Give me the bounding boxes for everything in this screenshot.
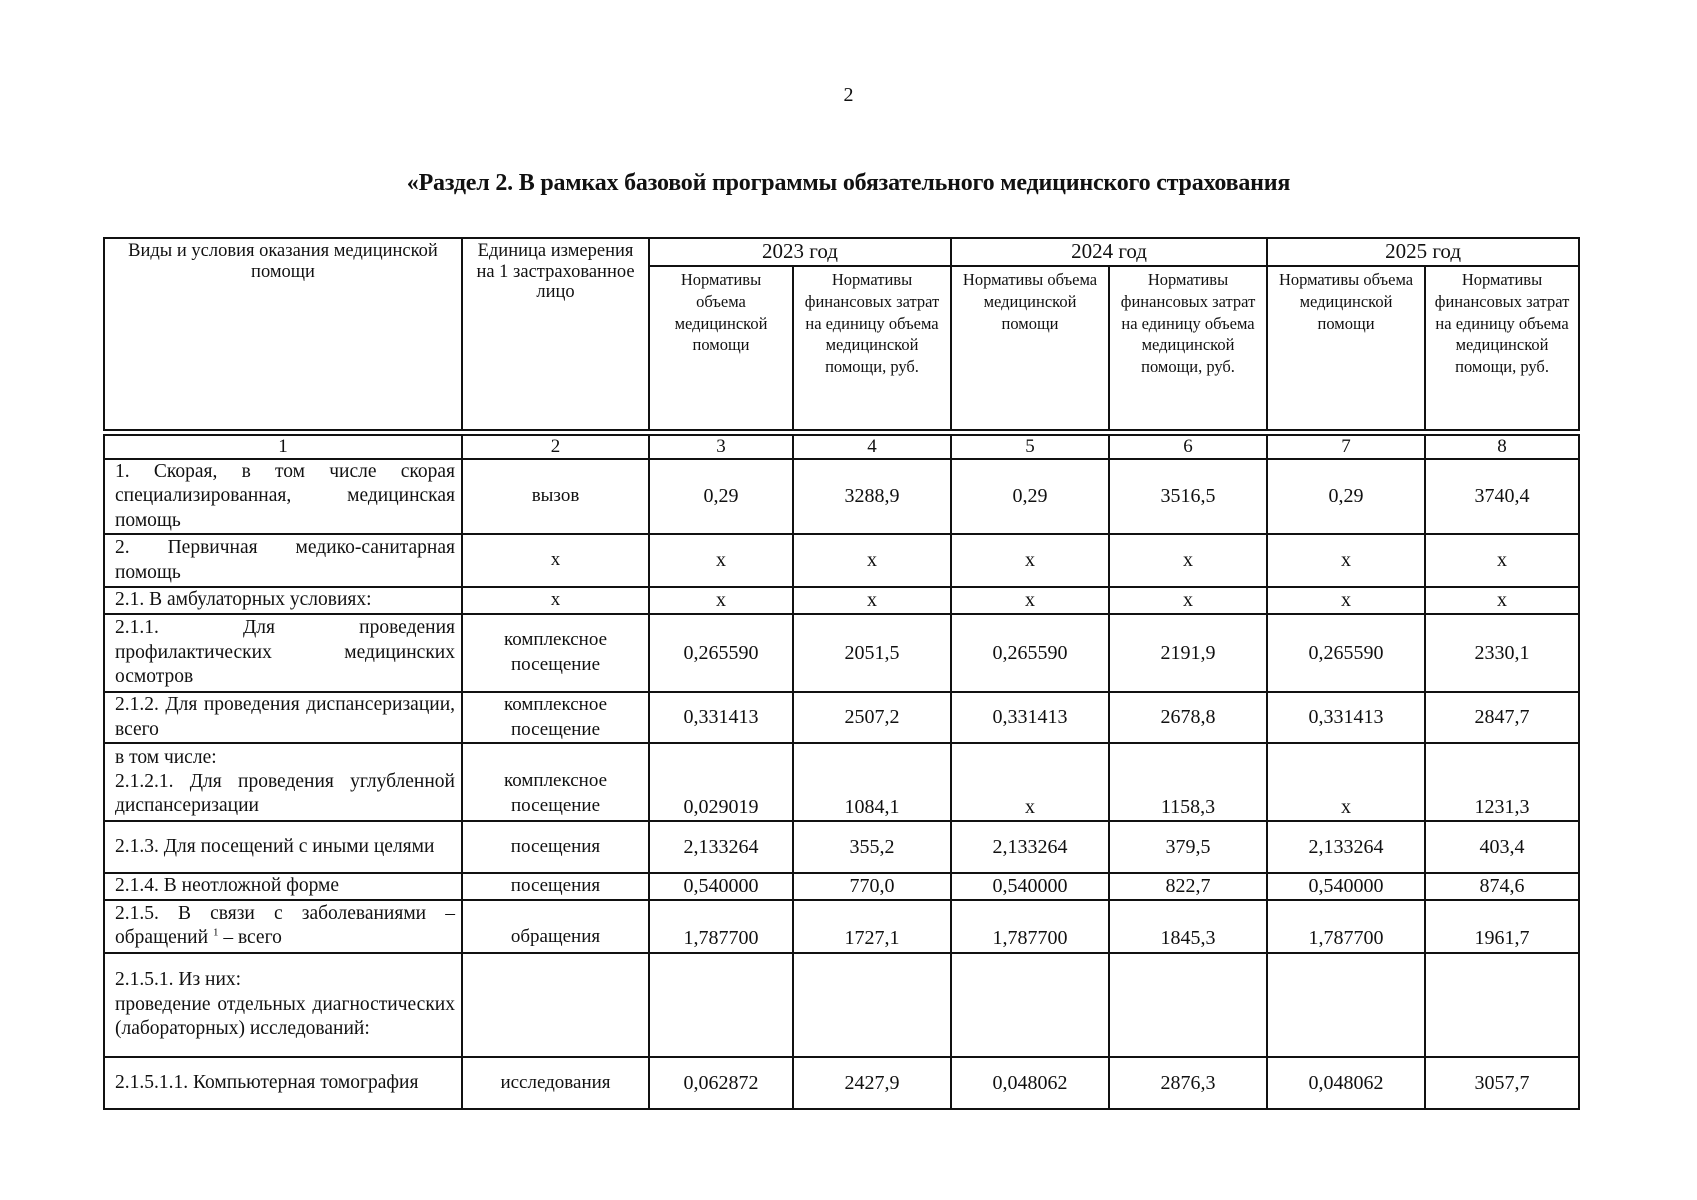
row-value: 0,29 <box>951 459 1109 534</box>
row-value: 0,265590 <box>649 614 793 692</box>
row-value: 0,540000 <box>649 873 793 900</box>
table-row <box>104 534 1579 587</box>
row-value <box>1267 953 1425 1057</box>
row-value: 2330,1 <box>1425 614 1579 692</box>
header-volume-2023: Нормативы объема медицинской помощи <box>649 266 793 430</box>
row-value: х <box>793 534 951 587</box>
table-row <box>104 873 1579 900</box>
header-year-2023: 2023 год <box>649 238 951 266</box>
header-year-2024: 2024 год <box>951 238 1267 266</box>
table-row <box>104 614 1579 692</box>
row-value: 1,787700 <box>1267 900 1425 953</box>
row-value: 2,133264 <box>649 821 793 873</box>
table-row <box>104 587 1579 614</box>
row-value: х <box>951 743 1109 821</box>
header-volume-2025: Нормативы объема медицинской помощи <box>1267 266 1425 430</box>
row-value: х <box>649 534 793 587</box>
row-value: 379,5 <box>1109 821 1267 873</box>
row-value: 1,787700 <box>649 900 793 953</box>
header-cost-2024: Нормативы финансовых затрат на единицу объема медицинской помощи, руб. <box>1109 266 1267 430</box>
row-value: 0,540000 <box>1267 873 1425 900</box>
header-volume-2024: Нормативы объема медицинской помощи <box>951 266 1109 430</box>
row-value: 2876,3 <box>1109 1057 1267 1109</box>
column-number: 6 <box>1109 435 1267 459</box>
column-number: 2 <box>462 435 649 459</box>
row-name: 2.1. В амбулаторных условиях: <box>104 587 462 614</box>
row-name: 1. Скорая, в том числе скорая специализированная, медицинская помощь <box>104 459 462 534</box>
row-value: 1158,3 <box>1109 743 1267 821</box>
row-value: 2507,2 <box>793 692 951 743</box>
row-value <box>951 953 1109 1057</box>
row-name: 2.1.5. В связи с заболеваниями – обращений $^1$ – всего <box>104 900 462 953</box>
row-unit: исследования <box>462 1057 649 1109</box>
column-number: 1 <box>104 435 462 459</box>
row-value: 0,331413 <box>1267 692 1425 743</box>
row-name-intro: в том числе: <box>115 746 217 768</box>
row-value: 2427,9 <box>793 1057 951 1109</box>
table-row <box>104 459 1579 534</box>
row-unit: посещения <box>462 821 649 873</box>
column-number: 5 <box>951 435 1109 459</box>
column-number: 4 <box>793 435 951 459</box>
row-name: 2.1.2. Для проведения диспансеризации, всего <box>104 692 462 743</box>
row-name-intro: 2.1.5.1. Из них: <box>115 969 242 991</box>
header-cost-2023: Нормативы финансовых затрат на единицу объема медицинской помощи, руб. <box>793 266 951 430</box>
standards-table <box>103 237 1580 1110</box>
row-value <box>649 953 793 1057</box>
table-row <box>104 743 1579 821</box>
row-value: х <box>1267 587 1425 614</box>
row-value: 2847,7 <box>1425 692 1579 743</box>
row-value: 822,7 <box>1109 873 1267 900</box>
row-value <box>793 953 951 1057</box>
row-value: х <box>1109 587 1267 614</box>
row-value <box>1109 953 1267 1057</box>
header-unit: Единица измерения на 1 застрахованное лицо <box>462 238 649 430</box>
row-value: х <box>793 587 951 614</box>
row-value: 1845,3 <box>1109 900 1267 953</box>
row-unit: х <box>462 587 649 614</box>
row-name: 2.1.1. Для проведения профилактических медицинских осмотров <box>104 614 462 692</box>
section-title: «Раздел 2. В рамках базовой программы обязательного медицинского страхования <box>406 170 1291 196</box>
row-value: 1,787700 <box>951 900 1109 953</box>
table-row <box>104 692 1579 743</box>
row-value: х <box>1425 587 1579 614</box>
table-row <box>104 1057 1579 1109</box>
header-type: Виды и условия оказания медицинской помощи <box>104 238 462 430</box>
row-unit: посещения <box>462 873 649 900</box>
row-value: 3057,7 <box>1425 1057 1579 1109</box>
row-value: х <box>951 534 1109 587</box>
row-value: 3516,5 <box>1109 459 1267 534</box>
row-value: 0,331413 <box>951 692 1109 743</box>
column-number: 7 <box>1267 435 1425 459</box>
table-row <box>104 821 1579 873</box>
row-unit <box>462 953 649 1057</box>
row-unit: комплексное посещение <box>462 614 649 692</box>
row-name: 2. Первичная медико-санитарная помощь <box>104 534 462 587</box>
row-value: 0,29 <box>1267 459 1425 534</box>
row-value: 874,6 <box>1425 873 1579 900</box>
row-value: 355,2 <box>793 821 951 873</box>
row-unit: вызов <box>462 459 649 534</box>
row-name-text: проведение отдельных диагностических (лабораторных) исследований: <box>115 993 455 1040</box>
page-number: 2 <box>843 84 854 106</box>
row-value: 770,0 <box>793 873 951 900</box>
column-number: 8 <box>1425 435 1579 459</box>
row-unit: комплексное посещение <box>462 692 649 743</box>
footnote-marker: 1 <box>212 926 219 939</box>
row-name: 2.1.3. Для посещений с иными целями <box>104 821 462 873</box>
row-value: 403,4 <box>1425 821 1579 873</box>
row-value: 2191,9 <box>1109 614 1267 692</box>
row-value: 2,133264 <box>1267 821 1425 873</box>
row-name: 2.1.5.1.1. Компьютерная томография <box>104 1057 462 1109</box>
row-value: 0,265590 <box>1267 614 1425 692</box>
row-value: 0,265590 <box>951 614 1109 692</box>
row-value <box>1425 953 1579 1057</box>
row-value: х <box>1425 534 1579 587</box>
row-unit: комплексное посещение <box>462 743 649 821</box>
row-value: 1231,3 <box>1425 743 1579 821</box>
row-name <box>104 743 462 821</box>
column-number: 3 <box>649 435 793 459</box>
row-name: 2.1.4. В неотложной форме <box>104 873 462 900</box>
header-cost-2025: Нормативы финансовых затрат на единицу объема медицинской помощи, руб. <box>1425 266 1579 430</box>
row-value: 2,133264 <box>951 821 1109 873</box>
row-value: 0,048062 <box>1267 1057 1425 1109</box>
row-value: 1727,1 <box>793 900 951 953</box>
row-value: 0,29 <box>649 459 793 534</box>
row-value: 1961,7 <box>1425 900 1579 953</box>
row-value: 0,029019 <box>649 743 793 821</box>
row-value: 0,062872 <box>649 1057 793 1109</box>
row-value: 2678,8 <box>1109 692 1267 743</box>
row-name <box>104 953 462 1057</box>
table-row <box>104 900 1579 953</box>
row-value: 2051,5 <box>793 614 951 692</box>
header-row-years <box>104 238 1579 266</box>
row-value: 0,048062 <box>951 1057 1109 1109</box>
row-value: х <box>1267 534 1425 587</box>
column-number-row <box>104 435 1579 459</box>
row-unit: обращения <box>462 900 649 953</box>
row-name-text: 2.1.2.1. Для проведения углубленной диспансеризации <box>115 771 455 817</box>
row-value: х <box>1267 743 1425 821</box>
row-value: х <box>951 587 1109 614</box>
table-row <box>104 953 1579 1057</box>
row-value: 3740,4 <box>1425 459 1579 534</box>
row-value: 0,540000 <box>951 873 1109 900</box>
row-value: 0,331413 <box>649 692 793 743</box>
header-year-2025: 2025 год <box>1267 238 1579 266</box>
row-value: 1084,1 <box>793 743 951 821</box>
row-value: х <box>1109 534 1267 587</box>
row-value: х <box>649 587 793 614</box>
row-unit: х <box>462 534 649 587</box>
row-value: 3288,9 <box>793 459 951 534</box>
